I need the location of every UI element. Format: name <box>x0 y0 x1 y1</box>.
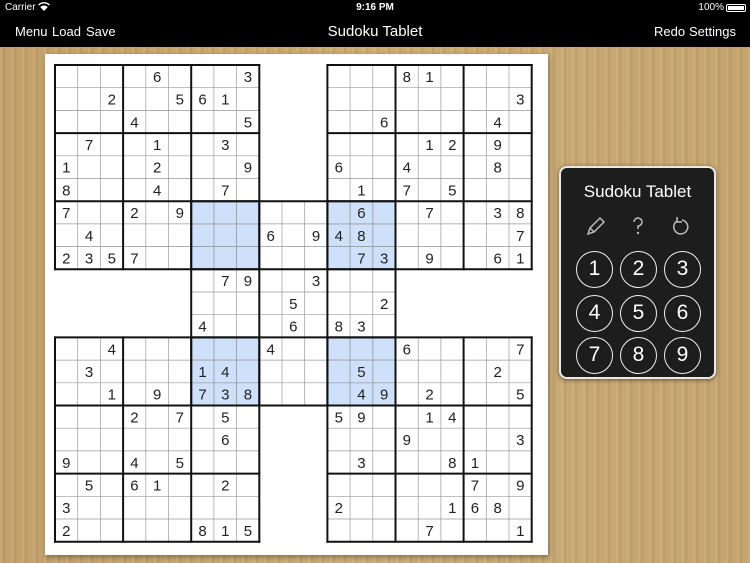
given-digit: 7 <box>84 136 94 154</box>
given-digit: 2 <box>62 522 71 540</box>
given-digit: 9 <box>357 409 366 427</box>
given-digit: 9 <box>62 454 71 472</box>
given-digit: 3 <box>62 500 71 518</box>
given-digit: 2 <box>62 250 71 268</box>
given-digit: 3 <box>516 91 525 109</box>
given-digit: 7 <box>175 409 185 427</box>
given-digit: 5 <box>357 363 366 381</box>
given-digit: 5 <box>334 409 343 427</box>
given-digit: 3 <box>357 454 366 472</box>
given-digit: 3 <box>84 363 94 381</box>
given-digit: 3 <box>221 136 230 154</box>
given-digit: 4 <box>130 114 139 132</box>
given-digit: 4 <box>402 159 412 177</box>
battery-percent: 100% <box>698 2 724 13</box>
number-button-4[interactable]: 4 <box>576 295 613 332</box>
overlap-box-highlight <box>191 201 259 269</box>
given-digit: 1 <box>470 454 480 472</box>
given-digit: 1 <box>198 363 207 381</box>
battery-icon <box>726 4 746 12</box>
given-digit: 7 <box>470 477 480 495</box>
given-digit: 5 <box>107 250 116 268</box>
given-digit: 2 <box>493 363 502 381</box>
pencil-icon[interactable] <box>584 214 608 238</box>
given-digit: 6 <box>152 68 162 86</box>
given-digit: 9 <box>379 386 389 404</box>
given-digit: 6 <box>289 318 298 336</box>
carrier-label: Carrier <box>5 2 36 13</box>
given-digit: 8 <box>198 522 207 540</box>
given-digit: 2 <box>425 386 434 404</box>
given-digit: 7 <box>221 273 230 291</box>
given-digit: 8 <box>493 159 502 177</box>
given-digit: 5 <box>243 522 253 540</box>
given-digit: 3 <box>84 250 94 268</box>
given-digit: 9 <box>243 159 253 177</box>
given-digit: 1 <box>221 91 230 109</box>
given-digit: 7 <box>425 522 434 540</box>
given-digit: 8 <box>243 386 253 404</box>
given-digit: 1 <box>152 477 162 495</box>
given-digit: 2 <box>130 409 139 427</box>
given-digit: 6 <box>357 205 366 223</box>
given-digit: 5 <box>516 386 525 404</box>
given-digit: 1 <box>107 386 116 404</box>
given-digit: 2 <box>107 91 116 109</box>
given-digit: 1 <box>425 68 434 86</box>
given-digit: 3 <box>221 386 230 404</box>
given-digit: 3 <box>311 273 321 291</box>
hint-icon[interactable] <box>626 214 650 238</box>
given-digit: 7 <box>62 205 71 223</box>
number-button-8[interactable]: 8 <box>620 337 657 374</box>
given-digit: 1 <box>516 250 525 268</box>
given-digit: 1 <box>62 159 71 177</box>
given-digit: 8 <box>357 227 366 245</box>
navigation-bar <box>0 15 750 47</box>
given-digit: 4 <box>152 182 162 200</box>
given-digit: 8 <box>493 500 502 518</box>
given-digit: 9 <box>402 432 412 450</box>
given-digit: 3 <box>379 250 389 268</box>
given-digit: 2 <box>334 500 343 518</box>
given-digit: 8 <box>402 68 412 86</box>
load-button[interactable]: Load <box>52 24 81 39</box>
given-digit: 7 <box>425 205 434 223</box>
given-digit: 4 <box>493 114 502 132</box>
given-digit: 7 <box>357 250 366 268</box>
given-digit: 1 <box>516 522 525 540</box>
given-digit: 7 <box>402 182 412 200</box>
redo-button[interactable]: Redo <box>654 24 686 39</box>
settings-button[interactable]: Settings <box>689 24 736 39</box>
given-digit: 9 <box>311 227 321 245</box>
given-digit: 6 <box>402 341 412 359</box>
given-digit: 3 <box>493 205 502 223</box>
given-digit: 4 <box>357 386 366 404</box>
given-digit: 4 <box>266 341 275 359</box>
given-digit: 5 <box>243 114 253 132</box>
given-digit: 6 <box>334 159 343 177</box>
given-digit: 7 <box>198 386 207 404</box>
given-digit: 1 <box>152 136 162 154</box>
given-digit: 8 <box>448 454 457 472</box>
given-digit: 3 <box>357 318 366 336</box>
given-digit: 4 <box>198 318 207 336</box>
given-digit: 6 <box>266 227 275 245</box>
given-digit: 9 <box>516 477 525 495</box>
given-digit: 1 <box>425 409 434 427</box>
number-button-6[interactable]: 6 <box>664 295 701 332</box>
given-digit: 3 <box>516 432 525 450</box>
menu-button[interactable]: Menu <box>15 24 48 39</box>
given-digit: 1 <box>357 182 366 200</box>
given-digit: 9 <box>493 136 502 154</box>
given-digit: 7 <box>130 250 139 268</box>
given-digit: 8 <box>516 205 525 223</box>
given-digit: 6 <box>198 91 207 109</box>
given-digit: 5 <box>175 91 185 109</box>
given-digit: 4 <box>84 227 94 245</box>
save-button[interactable]: Save <box>86 24 116 39</box>
given-digit: 9 <box>243 273 253 291</box>
number-pad-panel <box>559 166 716 379</box>
given-digit: 6 <box>470 500 480 518</box>
undo-icon[interactable] <box>669 214 693 238</box>
given-digit: 9 <box>425 250 434 268</box>
number-button-2[interactable]: 2 <box>620 251 657 288</box>
given-digit: 4 <box>221 363 230 381</box>
app-title: Sudoku Tablet <box>327 23 423 40</box>
status-bar <box>0 0 750 15</box>
given-digit: 1 <box>221 522 230 540</box>
given-digit: 4 <box>107 341 116 359</box>
given-digit: 7 <box>516 227 525 245</box>
given-digit: 6 <box>221 432 230 450</box>
given-digit: 8 <box>62 182 71 200</box>
puzzle-board <box>45 54 548 555</box>
number-button-3[interactable]: 3 <box>664 251 701 288</box>
number-button-5[interactable]: 5 <box>620 295 657 332</box>
number-button-9[interactable]: 9 <box>664 337 701 374</box>
given-digit: 6 <box>130 477 139 495</box>
clock: 9:16 PM <box>356 2 394 13</box>
given-digit: 4 <box>130 454 139 472</box>
given-digit: 2 <box>379 295 389 313</box>
given-digit: 5 <box>175 454 185 472</box>
given-digit: 2 <box>152 159 162 177</box>
given-digit: 7 <box>221 182 230 200</box>
given-digit: 5 <box>84 477 94 495</box>
number-button-1[interactable]: 1 <box>576 251 613 288</box>
given-digit: 1 <box>425 136 434 154</box>
given-digit: 5 <box>221 409 230 427</box>
given-digit: 9 <box>175 205 185 223</box>
samurai-sudoku-grid[interactable] <box>45 54 548 555</box>
given-digit: 6 <box>493 250 502 268</box>
given-digit: 4 <box>448 409 457 427</box>
given-digit: 2 <box>130 205 139 223</box>
given-digit: 4 <box>334 227 343 245</box>
given-digit: 2 <box>221 477 230 495</box>
given-digit: 2 <box>448 136 457 154</box>
given-digit: 8 <box>334 318 343 336</box>
given-digit: 5 <box>289 295 298 313</box>
given-digit: 9 <box>152 386 162 404</box>
number-button-7[interactable]: 7 <box>576 337 613 374</box>
given-digit: 1 <box>448 500 457 518</box>
panel-title: Sudoku Tablet <box>583 182 692 201</box>
given-digit: 6 <box>379 114 389 132</box>
given-digit: 3 <box>243 68 253 86</box>
given-digit: 5 <box>448 182 457 200</box>
given-digit: 7 <box>516 341 525 359</box>
